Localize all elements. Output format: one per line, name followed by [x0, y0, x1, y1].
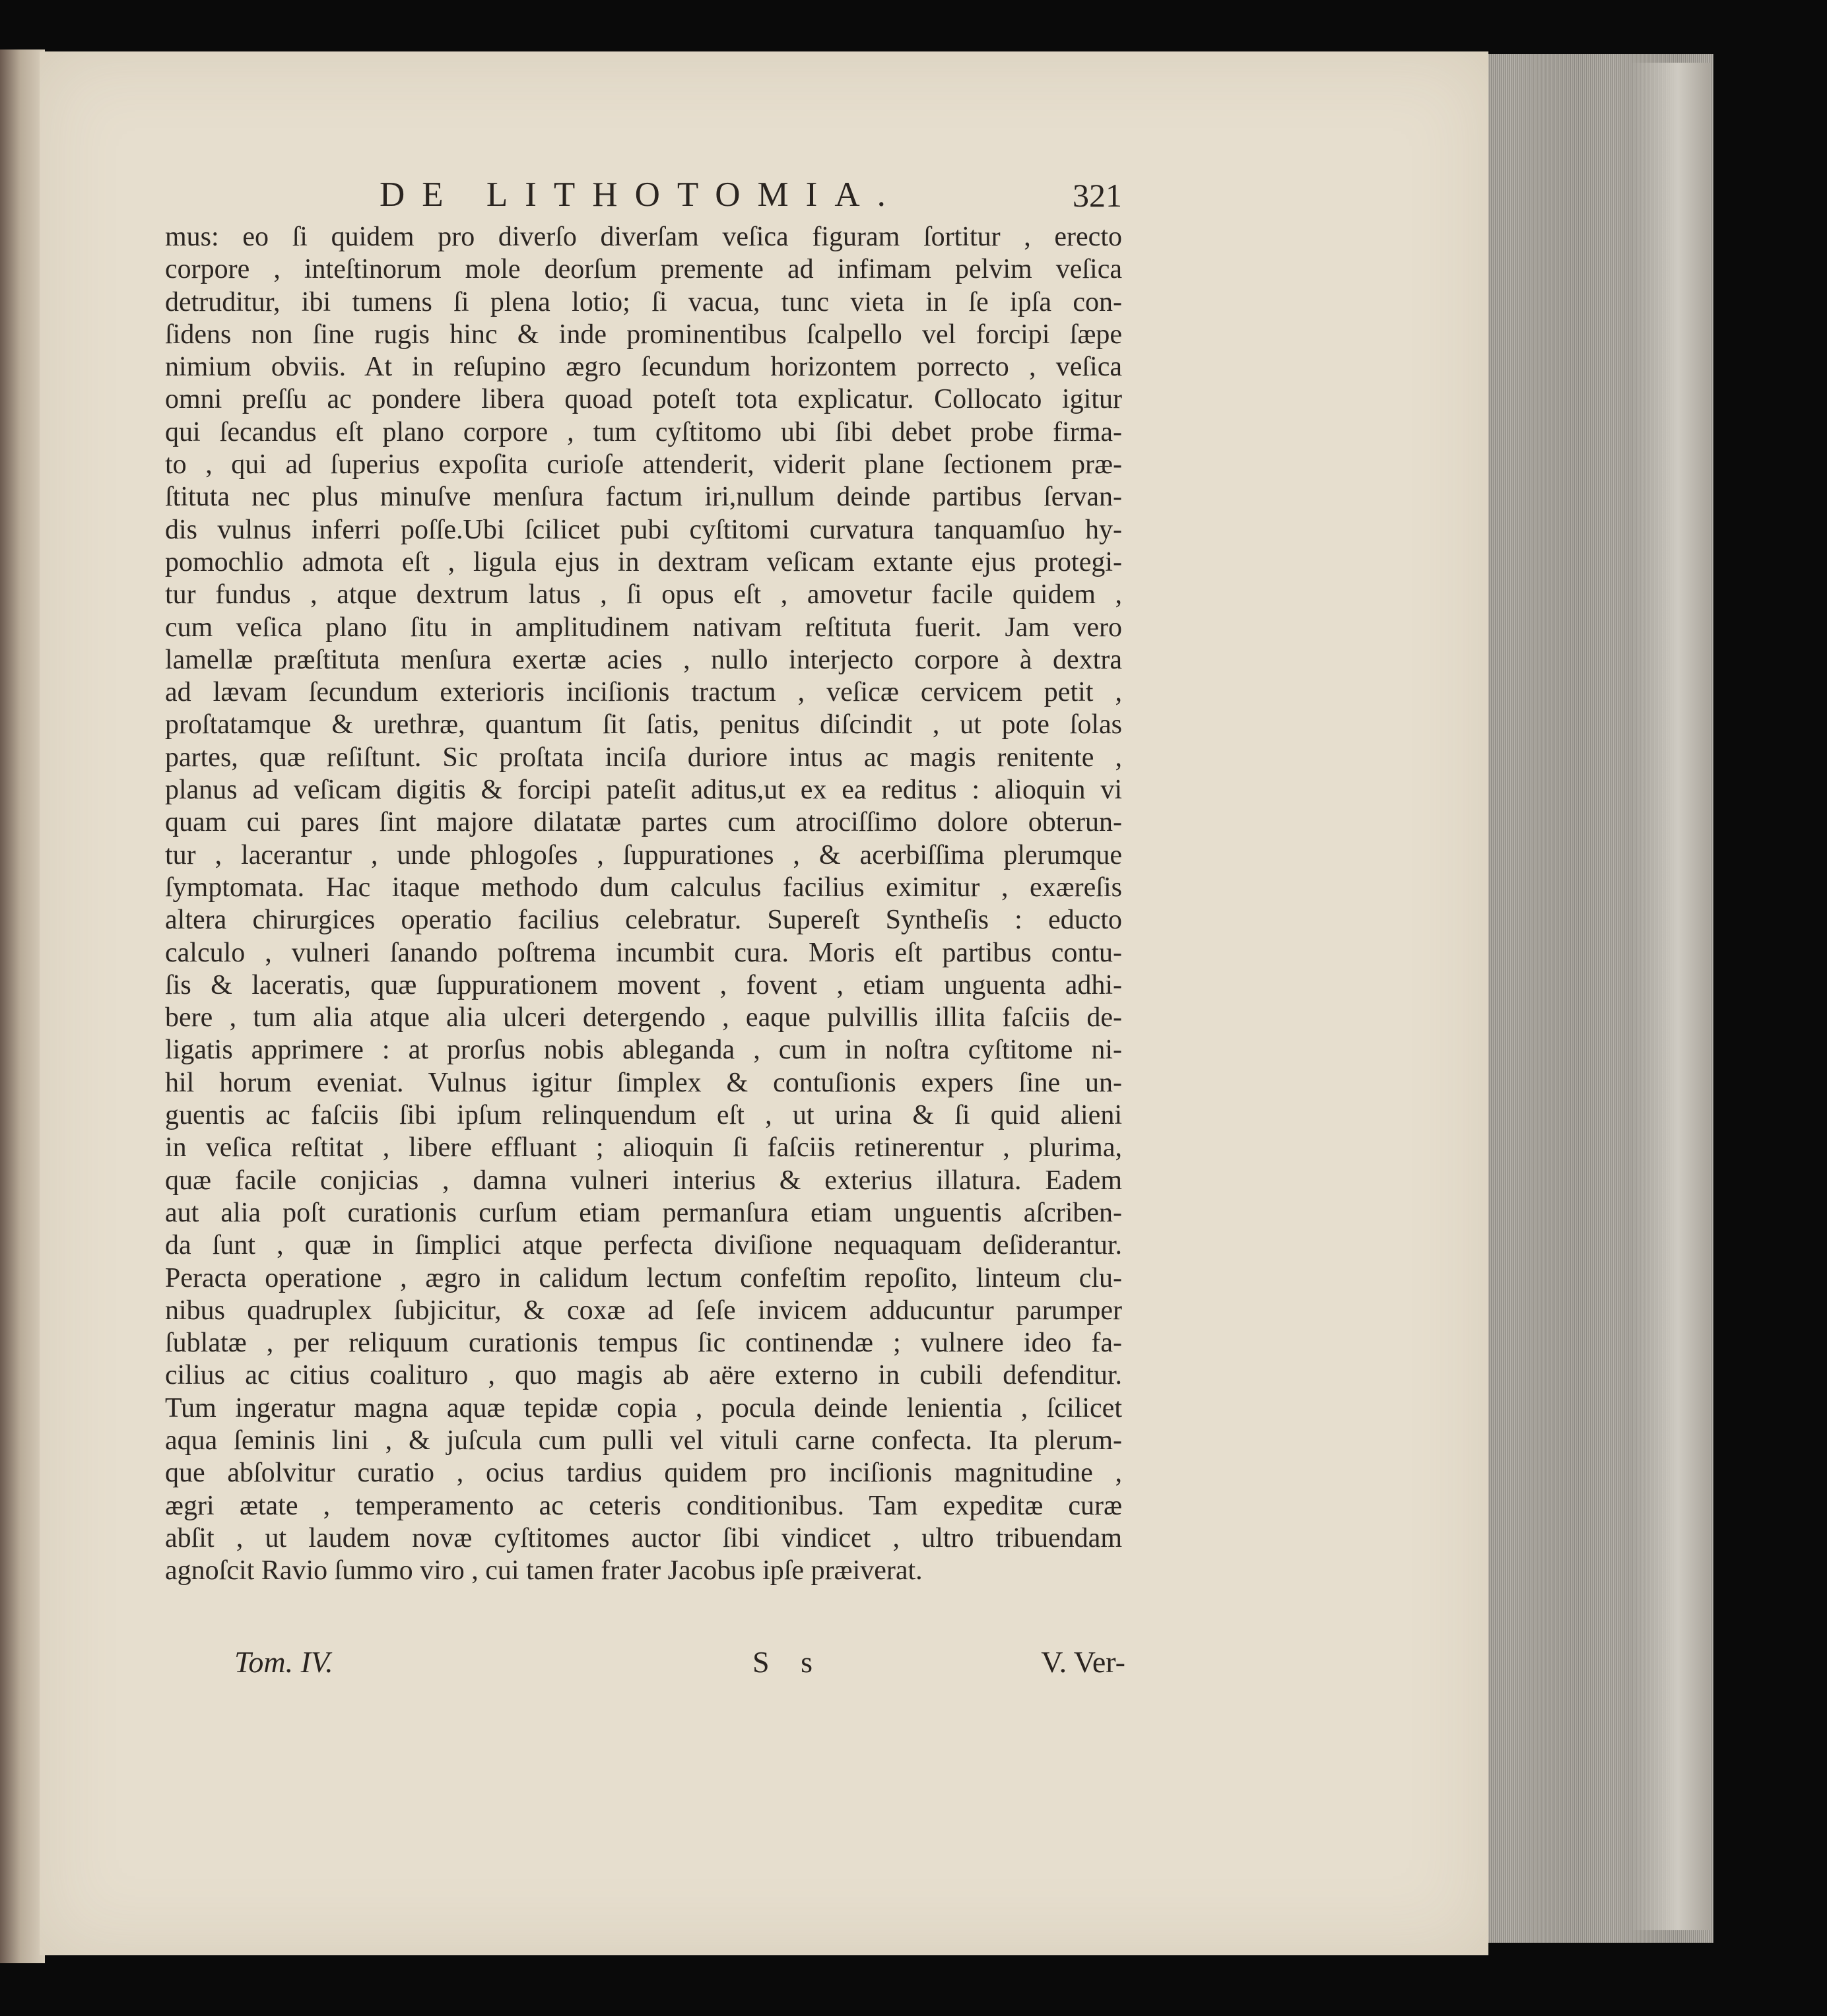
page-number: 321 — [1073, 177, 1122, 214]
text-line: tur , lacerantur , unde phlogoſes , ſuppurationes , & acerbiſſima plerumque — [165, 839, 1122, 870]
text-line: ſis & laceratis, quæ ſuppurationem movent , fovent , etiam unguenta adhi- — [165, 969, 1122, 1000]
text-line: planus ad veſicam digitis & forcipi pateſit aditus,ut ex ea reditus : alioquin vi — [165, 775, 1122, 806]
text-line: quæ facile conjicias , damna vulneri interius & exterius illatura. Eadem — [165, 1165, 1122, 1196]
text-line: abſit , ut laudem novæ cyſtitomes auctor ſibi vindicet , ultro tribuendam — [165, 1522, 1122, 1553]
catchword: V. Ver- — [1041, 1645, 1125, 1679]
text-line: mus: eo ſi quidem pro diverſo diverſam veſica figuram ſortitur , erecto — [165, 222, 1122, 252]
text-line: nimium obviis. At in reſupino ægro ſecundum horizontem porrecto , veſica — [165, 352, 1122, 383]
body-text — [165, 221, 1122, 1587]
text-line: ſtituta nec plus minuſve menſura factum iri,nullum deinde partibus ſervan- — [165, 482, 1122, 513]
text-line: da ſunt , quæ in ſimplici atque perfecta diviſione nequaquam deſiderantur. — [165, 1230, 1122, 1261]
text-line: aqua ſeminis lini , & juſcula cum pulli vel vituli carne confecta. Ita plerum- — [165, 1425, 1122, 1456]
text-line: ſublatæ , per reliquum curationis tempus ſic continendæ ; vulnere ideo fa- — [165, 1328, 1122, 1359]
text-line: nibus quadruplex ſubjicitur, & coxæ ad ſeſe invicem adducuntur parumper — [165, 1295, 1122, 1326]
text-line: corpore , inteſtinorum mole deorſum premente ad infimam pelvim veſica — [165, 254, 1122, 285]
text-line: hil horum eveniat. Vulnus igitur ſimplex & contuſionis expers ſine un- — [165, 1067, 1122, 1098]
text-line: pomochlio admota eſt , ligula ejus in dextram veſicam extante ejus protegi- — [165, 546, 1122, 577]
text-line: que abſolvitur curatio , ocius tardius quidem pro inciſionis magnitudine , — [165, 1458, 1122, 1489]
text-line: ſymptomata. Hac itaque methodo dum calculus facilius eximitur , exæreſis — [165, 872, 1122, 903]
text-line: ad lævam ſecundum exterioris inciſionis tractum , veſicæ cervicem petit , — [165, 677, 1122, 708]
text-line: quam cui pares ſint majore dilatatæ partes cum atrociſſimo dolore obterun- — [165, 807, 1122, 838]
text-line: ſidens non ſine rugis hinc & inde prominentibus ſcalpello vel forcipi ſæpe — [165, 319, 1122, 350]
book-fore-edge — [1630, 63, 1710, 1930]
text-line: Tum ingeratur magna aquæ tepidæ copia , pocula deinde lenientia , ſcilicet — [165, 1392, 1122, 1423]
text-line: in veſica reſtitat , libere effluant ; alioquin ſi faſciis retinerentur , plurima, — [165, 1132, 1122, 1163]
text-line: Peracta operatione , ægro in calidum lectum confeſtim repoſito, linteum clu- — [165, 1262, 1122, 1293]
text-line: to , qui ad ſuperius expoſita curioſe attenderit, viderit plane ſectionem præ- — [165, 449, 1122, 480]
running-head: DE LITHOTOMIA. — [380, 176, 903, 214]
text-line: qui ſecandus eſt plano corpore , tum cyſtitomo ubi ſibi debet probe firma- — [165, 416, 1122, 447]
text-line: cilius ac citius coalituro , quo magis ab aëre externo in cubili defenditur. — [165, 1360, 1122, 1391]
page-footer — [234, 1644, 1125, 1684]
text-line: detruditur, ibi tumens ſi plena lotio; ſi vacua, tunc vieta in ſe ipſa con- — [165, 286, 1122, 317]
text-line: ligatis apprimere : at prorſus nobis ableganda , cum in noſtra cyſtitome ni- — [165, 1035, 1122, 1066]
text-line: partes, quæ reſiſtunt. Sic proſtata inciſa duriore intus ac magis renitente , — [165, 742, 1122, 773]
left-page-edge — [0, 49, 45, 1963]
text-line: ægri ætate , temperamento ac ceteris conditionibus. Tam expeditæ curæ — [165, 1490, 1122, 1521]
volume-mark: Tom. IV. — [234, 1645, 333, 1679]
text-line: aut alia poſt curationis curſum etiam permanſura etiam unguentis aſcriben- — [165, 1197, 1122, 1228]
text-line: calculo , vulneri ſanando poſtrema incumbit cura. Moris eſt partibus contu- — [165, 937, 1122, 968]
page-header — [380, 175, 1122, 221]
text-line: altera chirurgices operatio facilius celebratur. Supereſt Syntheſis : educto — [165, 905, 1122, 936]
text-line: proſtatamque & urethræ, quantum ſit ſatis, penitus diſcindit , ut pote ſolas — [165, 709, 1122, 740]
text-line: omni preſſu ac pondere libera quoad poteſt tota explicatur. Collocato igitur — [165, 384, 1122, 415]
text-line: tur fundus , atque dextrum latus , ſi opus eſt , amovetur facile quidem , — [165, 579, 1122, 610]
text-line: cum veſica plano ſitu in amplitudinem nativam reſtituta fuerit. Jam vero — [165, 612, 1122, 643]
text-line: agnoſcit Ravio ſummo viro , cui tamen frater Jacobus ipſe præiverat. — [165, 1555, 923, 1586]
text-line: guentis ac faſciis ſibi ipſum relinquendum eſt , ut urina & ſi quid alieni — [165, 1100, 1122, 1131]
text-line: bere , tum alia atque alia ulceri detergendo , eaque pulvillis illita faſciis de- — [165, 1002, 1122, 1033]
text-line: dis vulnus inferri poſſe.Ubi ſcilicet pubi cyſtitomi curvatura tanquamſuo hy- — [165, 514, 1122, 545]
text-line: lamellæ præſtituta menſura exertæ acies , nullo interjecto corpore à dextra — [165, 644, 1122, 675]
signature-mark: S s — [752, 1645, 824, 1679]
